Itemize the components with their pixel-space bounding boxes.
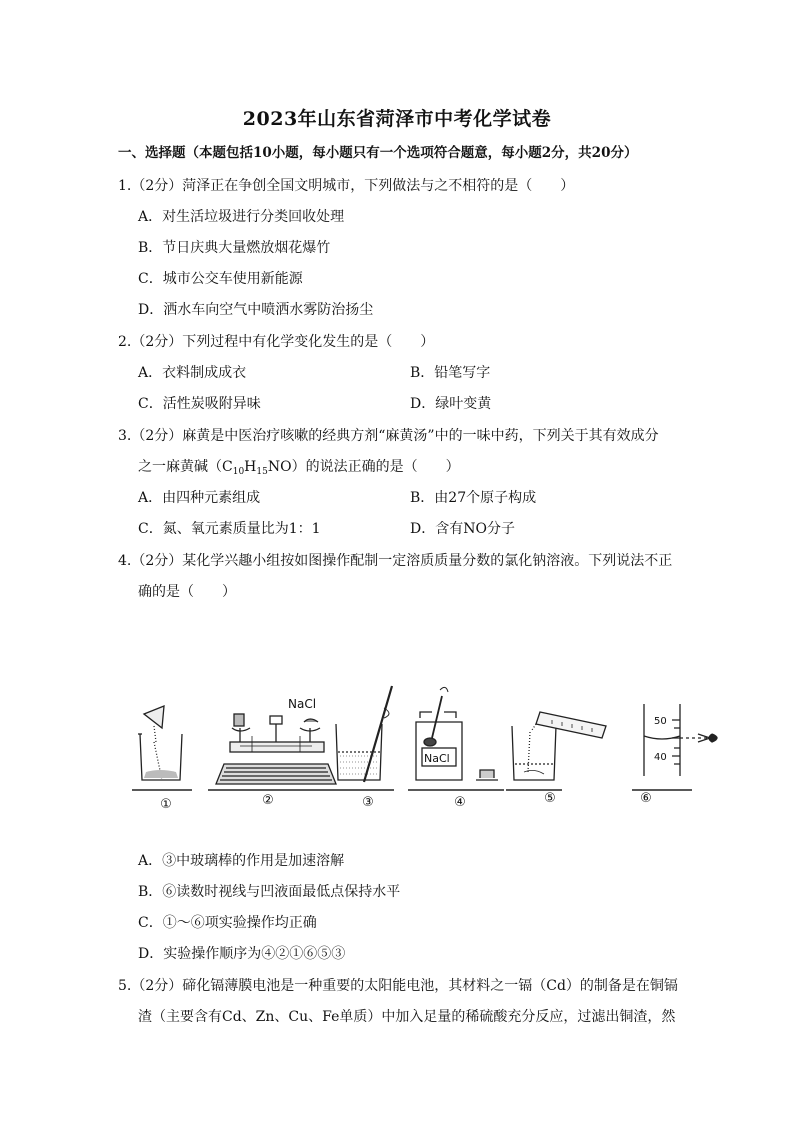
fig-label-3: ③ (362, 795, 374, 810)
q4-stem-line2: 确的是（ ） (138, 584, 236, 600)
balance-2 (216, 714, 336, 784)
q4-option-c: C．①～⑥项实验操作均正确 (138, 915, 317, 931)
fig-label-2: ② (262, 793, 274, 808)
formula-h: H (244, 459, 257, 475)
q3-option-a: A．由四种元素组成 (138, 490, 261, 506)
q1-stem: 1.（2分）菏泽正在争创全国文明城市，下列做法与之不相符的是（ ） (118, 178, 575, 194)
q3-stem-pre: 之一麻黄碱（C (138, 459, 233, 475)
q1-option-c: C．城市公交车使用新能源 (138, 271, 303, 287)
beaker-5 (512, 712, 606, 780)
subscript-15: 15 (256, 467, 268, 477)
q3-option-c: C．氮、氧元素质量比为1：1 (138, 521, 321, 537)
q3-option-b: B．由27个原子构成 (410, 490, 537, 506)
q3-stem-post: NO）的说法正确的是（ ） (267, 459, 460, 475)
q1-option-a: A．对生活垃圾进行分类回收处理 (138, 209, 345, 225)
q4-option-b: B．⑥读数时视线与凹液面最低点保持水平 (138, 884, 401, 900)
q3-stem-line1: 3.（2分）麻黄是中医治疗咳嗽的经典方剂“麻黄汤”中的一味中药，下列关于其有效成分 (118, 428, 659, 444)
q4-option-d: D．实验操作顺序为④②①⑥⑤③ (138, 946, 346, 962)
experiment-figure (132, 676, 722, 816)
subscript-10: 10 (232, 467, 245, 477)
q1-option-b: B．节日庆典大量燃放烟花爆竹 (138, 240, 331, 256)
q2-option-d: D．绿叶变黄 (410, 396, 492, 412)
scale-6 (644, 704, 717, 776)
q4-option-a: A．③中玻璃棒的作用是加速溶解 (138, 853, 345, 869)
q2-stem: 2.（2分）下列过程中有化学变化发生的是（ ） (118, 334, 435, 350)
scale-tick-50: 50 (654, 716, 667, 727)
nacl-label-balance: NaCl (288, 697, 317, 711)
reagent-bottle-4 (416, 687, 498, 780)
section-heading: 一、选择题（本题包括10小题，每小题只有一个选项符合题意，每小题2分，共20分） (118, 145, 638, 161)
nacl-label-bottle: NaCl (424, 752, 450, 765)
q2-option-c: C．活性炭吸附异味 (138, 396, 261, 412)
page-title: 2023年山东省菏泽市中考化学试卷 (242, 108, 552, 130)
q3-option-d: D．含有NO分子 (410, 521, 515, 537)
q4-stem-line1: 4.（2分）某化学兴趣小组按如图操作配制一定溶质质量分数的氯化钠溶液。下列说法不正 (118, 553, 673, 569)
fig-label-4: ④ (454, 795, 466, 810)
scale-tick-40: 40 (654, 752, 667, 763)
q5-stem-line1: 5.（2分）碲化镉薄膜电池是一种重要的太阳能电池，其材料之一镉（Cd）的制备是在铜镉 (118, 978, 678, 994)
q1-option-d: D．洒水车向空气中喷洒水雾防治扬尘 (138, 302, 374, 318)
q5-stem-line2: 渣（主要含有Cd、Zn、Cu、Fe单质）中加入足量的稀硫酸充分反应，过滤出铜渣，然 (138, 1009, 676, 1025)
beaker-1 (138, 706, 182, 780)
q2-option-a: A．衣料制成成衣 (138, 365, 247, 381)
q3-stem-line2 (138, 457, 460, 479)
q2-option-b: B．铅笔写字 (410, 365, 491, 381)
fig-label-1: ① (160, 797, 172, 812)
fig-label-5: ⑤ (544, 791, 556, 806)
beaker-3 (336, 686, 392, 782)
fig-label-6: ⑥ (640, 791, 652, 806)
